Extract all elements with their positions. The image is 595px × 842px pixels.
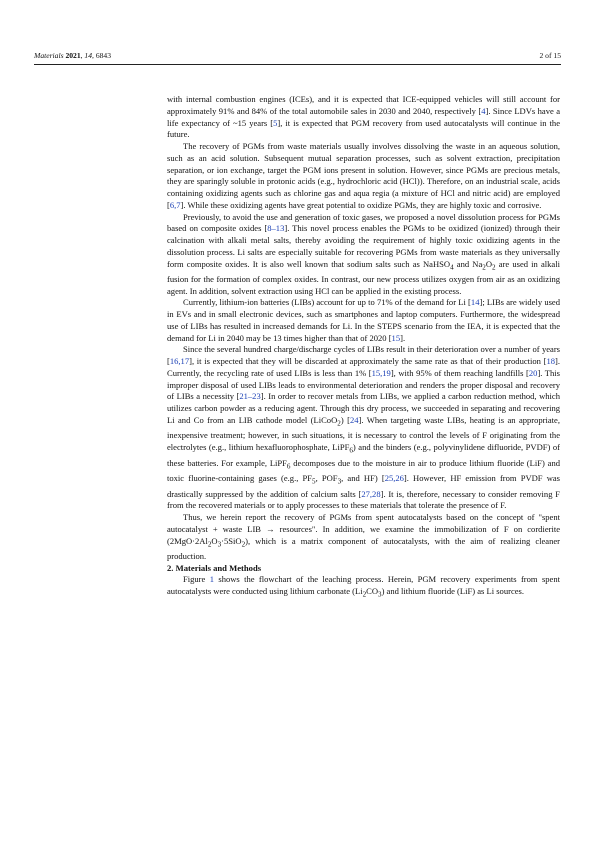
citation-link[interactable]: 4 xyxy=(481,105,486,116)
text-run: O xyxy=(485,258,493,269)
text-run: ]. However, HF emission from PVDF was drastically suppressed by the addition of calcium salts [ xyxy=(167,473,561,499)
section-heading xyxy=(167,563,560,575)
journal-name: Materials xyxy=(34,51,64,60)
citation-link[interactable]: 16,17 xyxy=(169,356,190,367)
text-run: shows the flowchart of the leaching process. Herein, PGM recovery experiments from spent autocatalysts were conducted using lithium carbonate (Li xyxy=(167,574,560,597)
text-run: decomposes due to the moisture in air to produce lithium fluoride (LiF) and toxic fluorine-containing gases (e.g., PF xyxy=(167,457,560,484)
text-run: ], with 95% of them reaching landfills [ xyxy=(390,367,529,378)
citation-link[interactable]: 6,7 xyxy=(169,199,181,210)
citation-link[interactable]: 18 xyxy=(546,356,556,367)
subscript: 2 xyxy=(492,263,496,272)
paragraph-4 xyxy=(167,344,560,512)
subscript: 2 xyxy=(482,263,486,272)
text-run: Previously, to avoid the use and generation of toxic gases, we proposed a novel dissolution process for PGMs based on composite oxides [ xyxy=(167,211,560,234)
text-run: ]; LIBs are widely used in EVs and in small electronic devices, such as smartphones and laptop computers. Furthermore, the widespread use of LIBs has resulted in increased demands for Li. In the STEPS scenario from the IEA, it is expected that the demand for Li in 2040 may be 13 times higher than that of 2020 [ xyxy=(167,297,560,343)
paragraph-0 xyxy=(167,94,560,141)
text-run: ]. Currently, the recycling rate of used LIBs is less than 1% [ xyxy=(167,356,560,378)
text-run: ]. In order to recover metals from LIBs, we applied a carbon reduction method, which utilizes carbon powder as a reducing agent. Through this dry process, we succeeded in separating and recovering Li and Co from an LIB cathode model (LiCoO xyxy=(167,391,560,425)
text-run: Since the several hundred charge/discharge cycles of LIBs result in their deterioration over a number of years [ xyxy=(167,344,560,367)
figure-link[interactable]: 1 xyxy=(209,574,214,585)
text-run: ]. While these oxidizing agents have great potential to oxidize PGMs, they are highly toxic and corrosive. xyxy=(180,199,542,210)
paragraph-5 xyxy=(167,512,560,563)
citation-link[interactable]: 5 xyxy=(273,117,278,128)
citation-link[interactable]: 24 xyxy=(349,414,359,425)
text-run: and Na xyxy=(453,258,483,269)
citation-link[interactable]: 27,28 xyxy=(361,488,381,499)
text-run: ·5SiO xyxy=(221,535,242,546)
paragraph-methods xyxy=(167,574,560,601)
text-run: ]. Since LDVs have a life expectancy of ~15 years [ xyxy=(167,105,560,128)
citation-link[interactable]: 25,26 xyxy=(384,473,404,484)
paragraph-1 xyxy=(167,141,560,212)
subscript: 3 xyxy=(217,540,222,549)
text-run: ) and lithium fluoride (LiF) as Li sources. xyxy=(381,586,524,597)
page-header xyxy=(34,51,561,63)
subscript: 3 xyxy=(337,477,342,486)
text-run: ], it is expected that they will be discarded at approximately the same rate as that of their production [ xyxy=(189,356,547,367)
text-run: with internal combustion engines (ICEs), and it is expected that ICE-equipped vehicles will still account for approximately 91% and 84% of the total automobile sales in 2030 and 2040, respectively [ xyxy=(167,94,560,116)
text-run: ], it is expected that PGM recovery from used autocatalysts will continue in the future. xyxy=(167,117,560,140)
paragraph-3 xyxy=(167,297,560,344)
text-run: ]. When targeting waste LIBs, heating is an appropriate, inexpensive treatment; however, in such situations, it is necessary to control the levels of F originating from the electrolytes (e.g., lithium hexafluorophosphate, LiPF xyxy=(167,414,560,453)
subscript: 6 xyxy=(349,446,353,455)
paragraph-2 xyxy=(167,212,560,298)
citation-link[interactable]: 8–13 xyxy=(267,223,285,234)
subscript: 2 xyxy=(207,540,212,549)
page-number: 2 of 15 xyxy=(539,51,561,60)
subscript: 2 xyxy=(362,590,367,599)
text-run: Currently, lithium-ion batteries (LIBs) account for up to 71% of the demand for Li [ xyxy=(183,297,471,308)
subscript: 6 xyxy=(286,462,291,471)
journal-citation: Materials 2021, 14, 6843 xyxy=(34,51,111,60)
text-run: ), which is a matrix component of autocatalysts, with the aim of realizing cleaner production. xyxy=(167,535,560,561)
text-run: CO xyxy=(366,586,379,597)
text-run: The recovery of PGMs from waste materials usually involves dissolving the waste in an aqueous solution, such as an acid solution. Subsequent mutual separation processes, such as solvent extraction, precipitation separation, or ion exchange, target the PGM ions present in solution. However, since PGMs are precious metals, they are sparingly soluble in protonic acids (e.g., hydrochloric acid (HCl)). Therefore, on an industrial scale, acids containing oxidizing agents such as chlorine gas and aqua regia (a mixture of HCl and nitric acid) are employed [ xyxy=(167,141,560,210)
subscript: 3 xyxy=(378,590,382,599)
text-run: ) and the binders (e.g., polyvinylidene difluoride, PVDF) of these batteries. For example, LiPF xyxy=(167,442,561,468)
article-number: 6843 xyxy=(95,51,111,60)
section-title: Materials and Methods xyxy=(175,562,262,573)
journal-year: 2021 xyxy=(65,51,81,60)
citation-link[interactable]: 21–23 xyxy=(239,391,261,402)
citation-link[interactable]: 20 xyxy=(528,367,538,378)
text-run: ]. xyxy=(400,332,406,343)
text-run: , and HF) [ xyxy=(341,473,385,484)
citation-link[interactable]: 15 xyxy=(391,332,401,343)
citation-link[interactable]: 15,19 xyxy=(371,367,391,378)
subscript: 5 xyxy=(312,477,316,486)
text-run: ]. It is, therefore, necessary to consider removing F from the recovered materials or to apply processes to these materials that tolerate the presence of F. xyxy=(167,488,560,511)
body-text xyxy=(167,94,560,602)
journal-volume: 14 xyxy=(84,51,93,60)
subscript: 2 xyxy=(241,540,246,549)
subscript: 4 xyxy=(450,263,454,272)
text-run: ) [ xyxy=(340,414,350,425)
citation-link[interactable]: 14 xyxy=(470,297,480,308)
text-run: Thus, we herein report the recovery of PGMs from spent autocatalysts based on the concept of "spent autocatalyst + waste LIB → resources". In addition, we examine the immobilization of F on cordierite (2MgO·2Al xyxy=(167,512,560,546)
subscript: 2 xyxy=(337,419,341,428)
section-number: 2. xyxy=(167,562,174,573)
text-run: ]. This novel process enables the PGMs to be oxidized (ionized) through their calcination with alkali metal salts, thereby avoiding the requirement of highly toxic oxidizing agents in the dissolution process. Li salts are especially suitable for recovering PGMs from waste materials as they universally form composite oxides. It is also well known that sodium salts such as NaHSO xyxy=(167,223,560,269)
text-run: , POF xyxy=(315,473,338,484)
text-run: are used in alkali fusion for the formation of complex oxides. In contrast, our new process utilizes oxygen from air as an oxidizing agent. In addition, solvent extraction using HCl can be applied in the existing process. xyxy=(167,258,560,296)
header-rule xyxy=(34,64,561,65)
text-run: O xyxy=(211,535,218,546)
text-run: Figure xyxy=(183,574,210,585)
text-run: ]. This improper disposal of used LIBs leads to environmental deterioration and renders the proper disposal and recovery of LIBs a necessity [ xyxy=(167,367,560,402)
